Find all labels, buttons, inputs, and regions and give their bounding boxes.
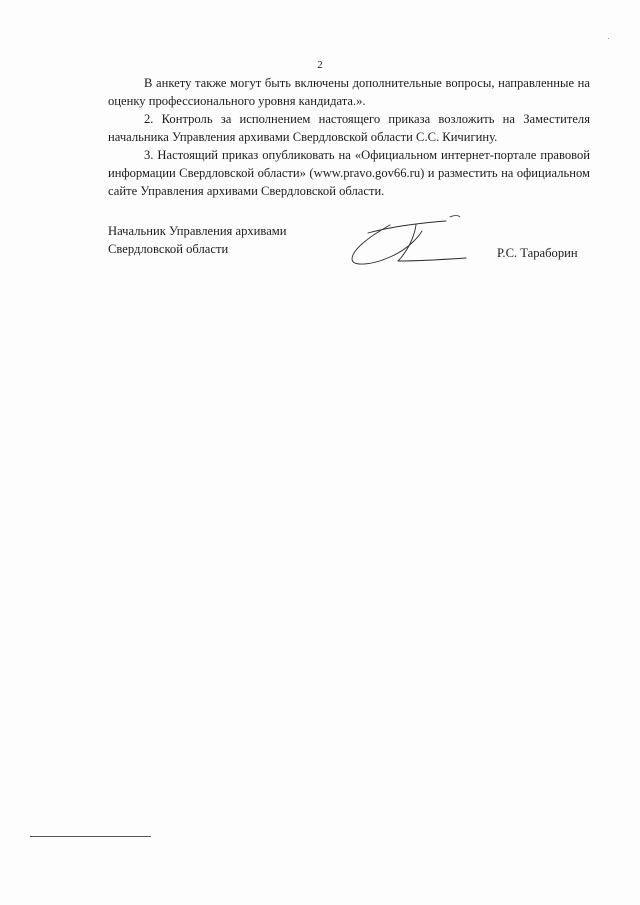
- paragraph-questionnaire: [108, 74, 590, 110]
- signatory-position: [108, 222, 328, 258]
- paragraph-line: 2. Контроль за исполнением настоящего приказа возложить на Заместителя: [144, 112, 590, 126]
- paragraph-control: [108, 110, 590, 146]
- handwritten-signature: [350, 213, 470, 273]
- signer-name: Р.С. Тараборин: [497, 246, 578, 260]
- paragraph-line: В анкету также могут быть включены дополнительные вопросы,: [144, 76, 495, 90]
- paragraph-line: направленные на оценку профессионального уровня кандидата.».: [108, 76, 591, 108]
- paragraph-line: на официальном сайте Управления архивами Свердловской области.: [108, 166, 591, 198]
- scan-speck: [608, 38, 609, 39]
- paragraph-line: 3. Настоящий приказ опубликовать на «Официальном интернет-портале: [144, 148, 537, 162]
- position-line: Свердловской области: [108, 242, 229, 256]
- paragraph-publication: [108, 146, 590, 200]
- footer-divider: [30, 836, 151, 837]
- paragraph-line: правовой информации Свердловской области» (www.pravo.gov66.ru) и разместить: [108, 148, 591, 180]
- paragraph-line: начальника Управления архивами Свердловской области С.С. Кичигину.: [108, 130, 498, 144]
- position-line: Начальник Управления архивами: [108, 224, 287, 238]
- order-text: [108, 74, 590, 200]
- page-number: 2: [317, 59, 323, 71]
